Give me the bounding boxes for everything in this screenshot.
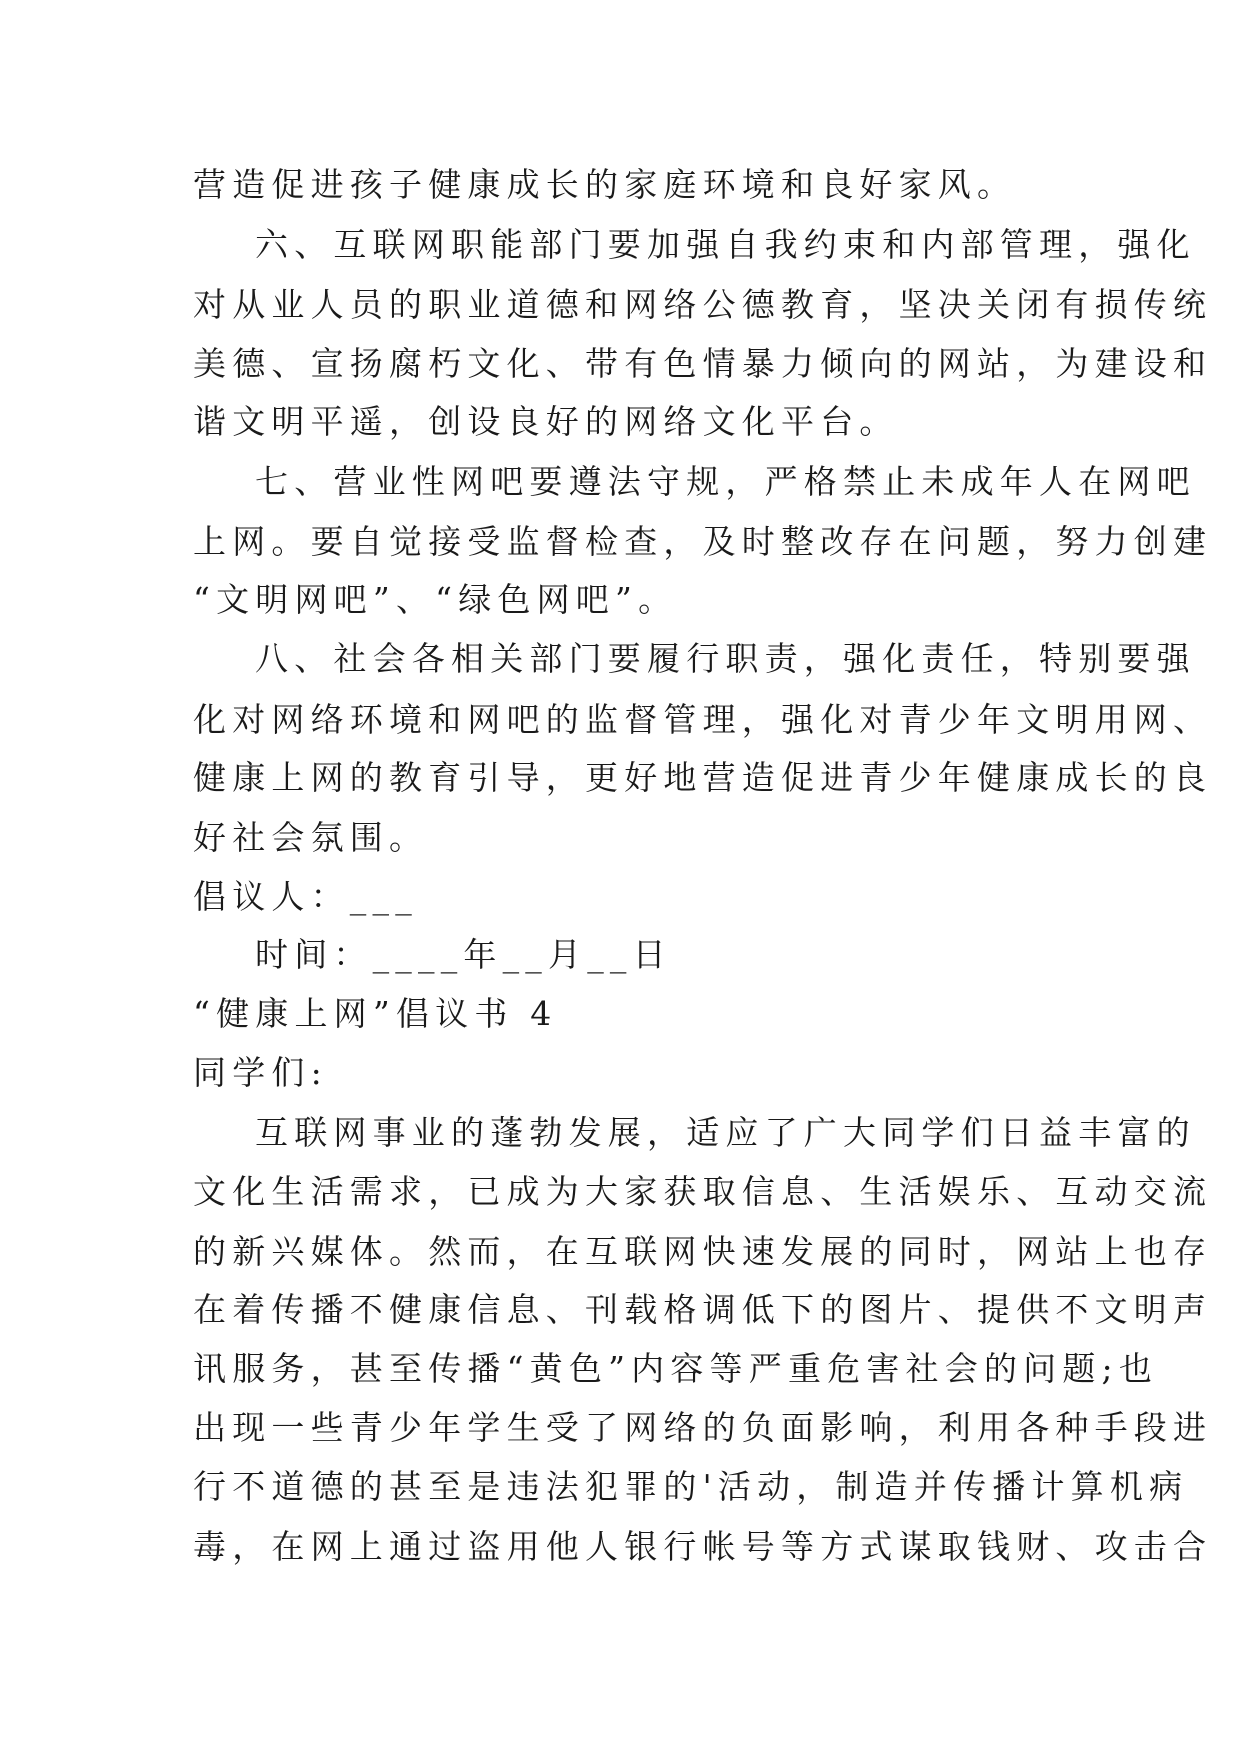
text-line: 谐文明平遥，创设良好的网络文化平台。 bbox=[193, 402, 899, 441]
text-line: “文明网吧”、“绿色网吧”。 bbox=[193, 580, 678, 619]
text-line: 好社会氛围。 bbox=[193, 818, 429, 857]
text-line: 讯服务，甚至传播“黄色”内容等严重危害社会的问题;也 bbox=[193, 1349, 1159, 1388]
salutation: 同学们: bbox=[193, 1053, 328, 1092]
section-title: “健康上网”倡议书 4 bbox=[193, 994, 558, 1033]
text-line: 对从业人员的职业道德和网络公德教育，坚决关闭有损传统 bbox=[193, 285, 1213, 324]
text-line: 的新兴媒体。然而，在互联网快速发展的同时，网站上也存 bbox=[193, 1232, 1213, 1271]
text-line: 上网。要自觉接受监督检查，及时整改存在问题，努力创建 bbox=[193, 522, 1213, 561]
text-line: 在着传播不健康信息、刊载格调低下的图片、提供不文明声 bbox=[193, 1290, 1213, 1329]
date-line: 时间：____年__月__日 bbox=[255, 935, 672, 974]
text-line: 行不道德的甚至是违法犯罪的'活动，制造并传播计算机病 bbox=[193, 1467, 1189, 1506]
paragraph-start: 互联网事业的蓬勃发展，适应了广大同学们日益丰富的 bbox=[255, 1113, 1196, 1152]
text-line: 健康上网的教育引导，更好地营造促进青少年健康成长的良 bbox=[193, 758, 1213, 797]
text-line: 出现一些青少年学生受了网络的负面影响，利用各种手段进 bbox=[193, 1408, 1213, 1447]
text-line: 营造促进孩子健康成长的家庭环境和良好家风。 bbox=[193, 165, 1017, 204]
text-line: 文化生活需求，已成为大家获取信息、生活娱乐、互动交流 bbox=[193, 1172, 1213, 1211]
text-line: 毒，在网上通过盗用他人银行帐号等方式谋取钱财、攻击合 bbox=[193, 1527, 1213, 1566]
paragraph-6-start: 六、互联网职能部门要加强自我约束和内部管理，强化 bbox=[255, 225, 1196, 264]
text-line: 化对网络环境和网吧的监督管理，强化对青少年文明用网、 bbox=[193, 700, 1213, 739]
paragraph-7-start: 七、营业性网吧要遵法守规，严格禁止未成年人在网吧 bbox=[255, 462, 1196, 501]
initiator-line: 倡议人：___ bbox=[193, 877, 418, 916]
paragraph-8-start: 八、社会各相关部门要履行职责，强化责任，特别要强 bbox=[255, 639, 1196, 678]
text-line: 美德、宣扬腐朽文化、带有色情暴力倾向的网站，为建设和 bbox=[193, 344, 1213, 383]
